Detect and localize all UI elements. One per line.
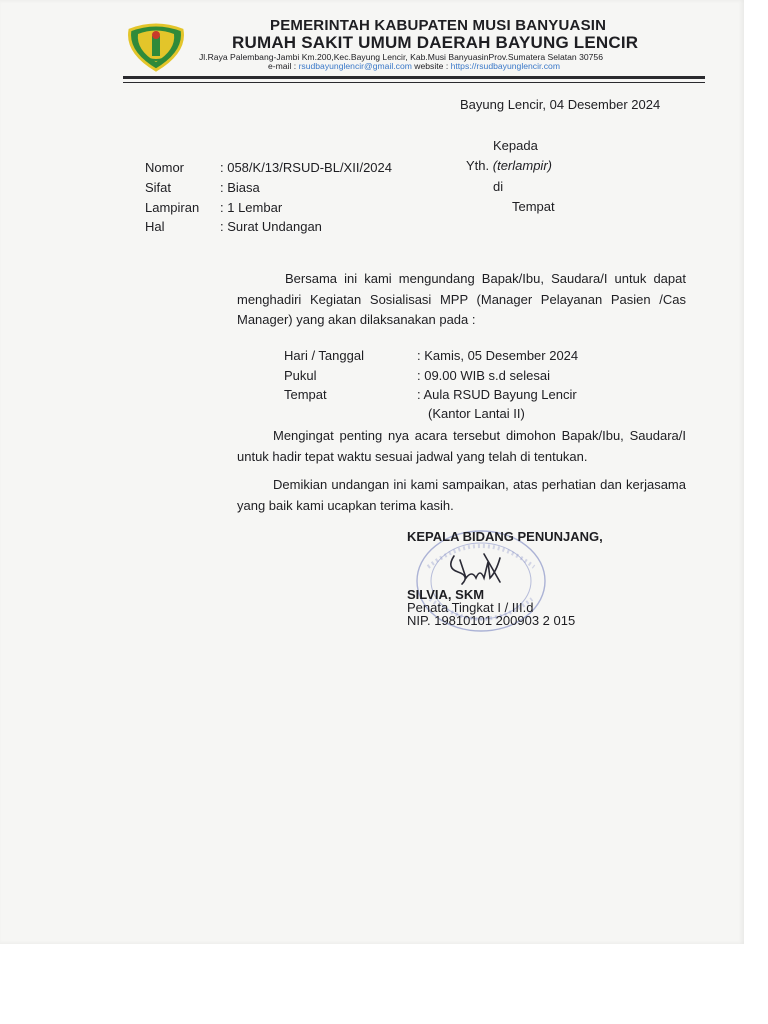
letterhead-contact — [268, 61, 560, 71]
detail-label-place: Tempat — [284, 387, 327, 402]
detail-label-time: Pukul — [284, 368, 317, 383]
body-reminder: Mengingat penting nya acara tersebut dimohon Bapak/Ibu, Saudara/I untuk hadir tepat waktu sesuai jadwal yang telah di tentukan. — [237, 428, 686, 464]
recipient-yth: Yth. — [466, 158, 493, 173]
meta-value-nomor: : 058/K/13/RSUD-BL/XII/2024 — [220, 160, 392, 175]
letter-date: Bayung Lencir, 04 Desember 2024 — [460, 97, 661, 112]
signatory-nip: NIP. 19810101 200903 2 015 — [407, 613, 576, 628]
letterhead-address: Jl.Raya Palembang-Jambi Km.200,Kec.Bayung Lencir, Kab.Musi BanyuasinProv.Sumatera Selatan 30756 — [199, 52, 603, 62]
meta-value-sifat: : Biasa — [220, 180, 260, 195]
recipient-di: di — [493, 179, 504, 194]
detail-value-date: : Kamis, 05 Desember 2024 — [417, 348, 579, 363]
signatory-name: SILVIA, SKM — [407, 587, 485, 602]
recipient-place: Tempat — [512, 199, 555, 214]
meta-label-sifat: Sifat — [145, 180, 172, 195]
letterhead-rule-thick — [123, 76, 705, 79]
regency-emblem-icon — [124, 22, 188, 72]
letterhead-rule-thin — [123, 82, 705, 83]
meta-value-lampiran: : 1 Lembar — [220, 200, 283, 215]
signatory-title: KEPALA BIDANG PENUNJANG, — [407, 529, 603, 544]
letterhead-government: PEMERINTAH KABUPATEN MUSI BANYUASIN — [270, 17, 607, 34]
meta-label-nomor: Nomor — [145, 160, 185, 175]
email-link[interactable]: rsudbayunglencir@gmail.com — [298, 61, 412, 71]
detail-value-place: : Aula RSUD Bayung Lencir — [417, 387, 577, 402]
meta-label-lampiran: Lampiran — [145, 200, 200, 215]
recipient-name: (terlampir) — [492, 158, 552, 173]
website-link[interactable]: https://rsudbayunglencir.com — [450, 61, 560, 71]
signatory-rank: Penata Tingkat I / III.d — [407, 600, 534, 615]
body-closing: Demikian undangan ini kami sampaikan, atas perhatian dan kerjasama yang baik kami ucapkan terima kasih. — [237, 477, 686, 513]
recipient-kepada: Kepada — [493, 138, 538, 153]
website-label: website : — [411, 61, 451, 71]
body-intro: Bersama ini kami mengundang Bapak/Ibu, Saudara/I untuk dapat menghadiri Kegiatan Sosialisasi MPP (Manager Pelayanan Pasien /Cas Manager) yang akan dilaksanakan pada : — [237, 271, 686, 327]
detail-value-place-note: (Kantor Lantai II) — [428, 406, 525, 421]
meta-label-hal: Hal — [145, 219, 165, 234]
meta-value-hal: : Surat Undangan — [220, 219, 322, 234]
recipient-line — [466, 158, 552, 173]
detail-label-date: Hari / Tanggal — [284, 348, 364, 363]
detail-value-time: : 09.00 WIB s.d selesai — [417, 368, 550, 383]
handwritten-signature-icon — [440, 548, 530, 588]
email-label: e-mail : — [268, 61, 299, 71]
letterhead-hospital: RUMAH SAKIT UMUM DAERAH BAYUNG LENCIR — [232, 33, 639, 52]
